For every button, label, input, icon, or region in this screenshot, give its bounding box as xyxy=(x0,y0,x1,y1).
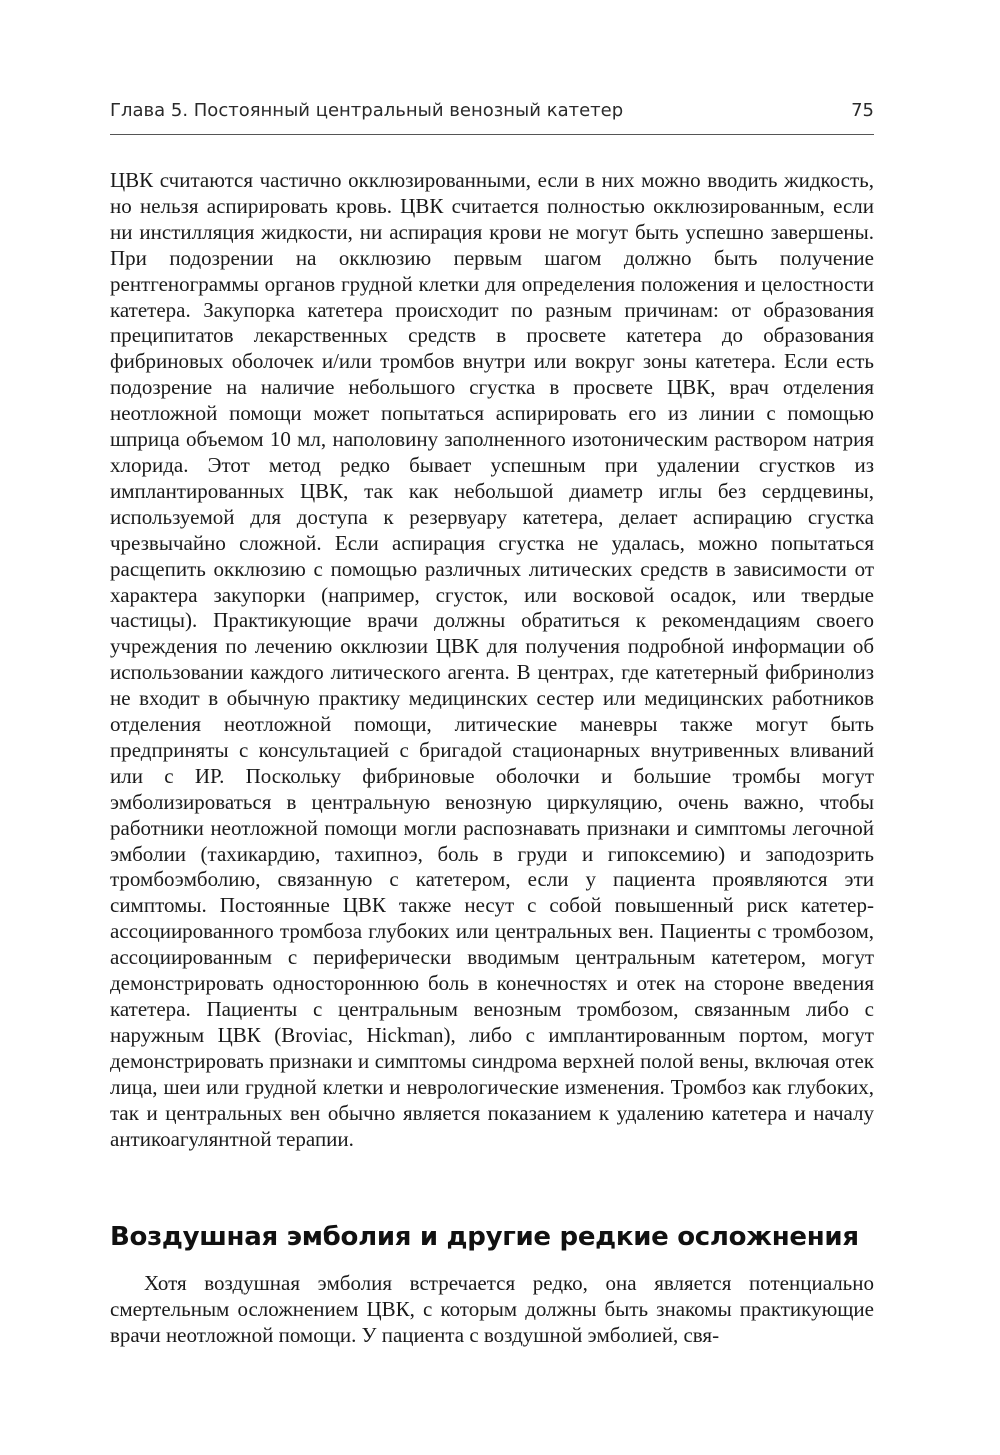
page-number: 75 xyxy=(851,100,874,121)
body-paragraph: ЦВК считаются частично окклюзированными, если в них можно вводить жидкость, но нельзя аспирировать кровь. ЦВК считается полностью окклюзированным, если ни инстилляция жидкости, ни аспирация крови не могут быть успешно завершены. При подозрении на окклюзию первым шагом должно быть получение рентгенограммы органов грудной клетки для определения положения и целостности катетера. Закупорка катетера происходит по разным причинам: от образования преципитатов лекарственных средств в просвете катетера до образования фибриновых оболочек и/или тромбов внутри или вокруг зоны катетера. Если есть подозрение на наличие небольшого сгустка в просвете ЦВК, врач отделения неотложной помощи может попытаться аспирировать его из линии с помощью шприца объемом 10 мл, наполовину заполненного изотоническим раствором натрия хлорида. Этот метод редко бывает успешным при удалении сгустков из имплантированных ЦВК, так как небольшой диаметр иглы без сердцевины, используемой для доступа к резервуару катетера, делает аспирацию сгустка чрезвычайно сложной. Если аспирация сгустка не удалась, можно попытаться расщепить окклюзию с помощью различных литических средств в зависимости от характера закупорки (например, сгусток, или восковой осадок, или твердые частицы). Практикующие врачи должны обратиться к рекомендациям своего учреждения по лечению окклюзии ЦВК для получения подробной информации об использовании каждого литического агента. В центрах, где катетерный фибринолиз не входит в обычную практику медицинских сестер или медицинских работников отделения неотложной помощи, литические маневры также могут быть предприняты с консультацией с бригадой стационарных внутривенных вливаний или с ИР. Поскольку фибриновые оболочки и большие тромбы могут эмболизироваться в центральную венозную циркуляцию, очень важно, чтобы работники неотложной помощи могли распознавать признаки и симптомы легочной эмболии (тахикардию, тахипноэ, боль в груди и гипоксемию) и заподозрить тромбоэмболию, связанную с катетером, если у пациента проявляются эти симптомы. Постоянные ЦВК также несут с собой повышенный риск катетер-ассоциированного тромбоза глубоких или центральных вен. Пациенты с тромбозом, ассоциированным с периферически вводимым центральным катетером, могут демонстрировать одностороннюю боль в конечностях и отек на стороне введения катетера. Пациенты с центральным венозным тромбозом, связанным либо с наружным ЦВК (Broviac, Hickman), либо с имплантированным портом, могут демонстрировать признаки и симптомы синдрома верхней полой вены, включая отек лица, шеи или грудной клетки и неврологические изменения. Тромбоз как глубоких, так и центральных вен обычно является показанием к удалению катетера и началу антикоагулянтной терапии. xyxy=(110,168,874,1151)
section-paragraph: Хотя воздушная эмболия встречается редко, она является потенциально смертельным осложнением ЦВК, с которым должны быть знакомы практикующие врачи неотложной помощи. У пациента с воздушной эмболией, свя- xyxy=(110,1271,874,1347)
chapter-title: Глава 5. Постоянный центральный венозный катетер xyxy=(110,100,624,121)
section-heading: Воздушная эмболия и другие редкие осложнения xyxy=(110,1222,859,1252)
running-header xyxy=(110,98,874,135)
